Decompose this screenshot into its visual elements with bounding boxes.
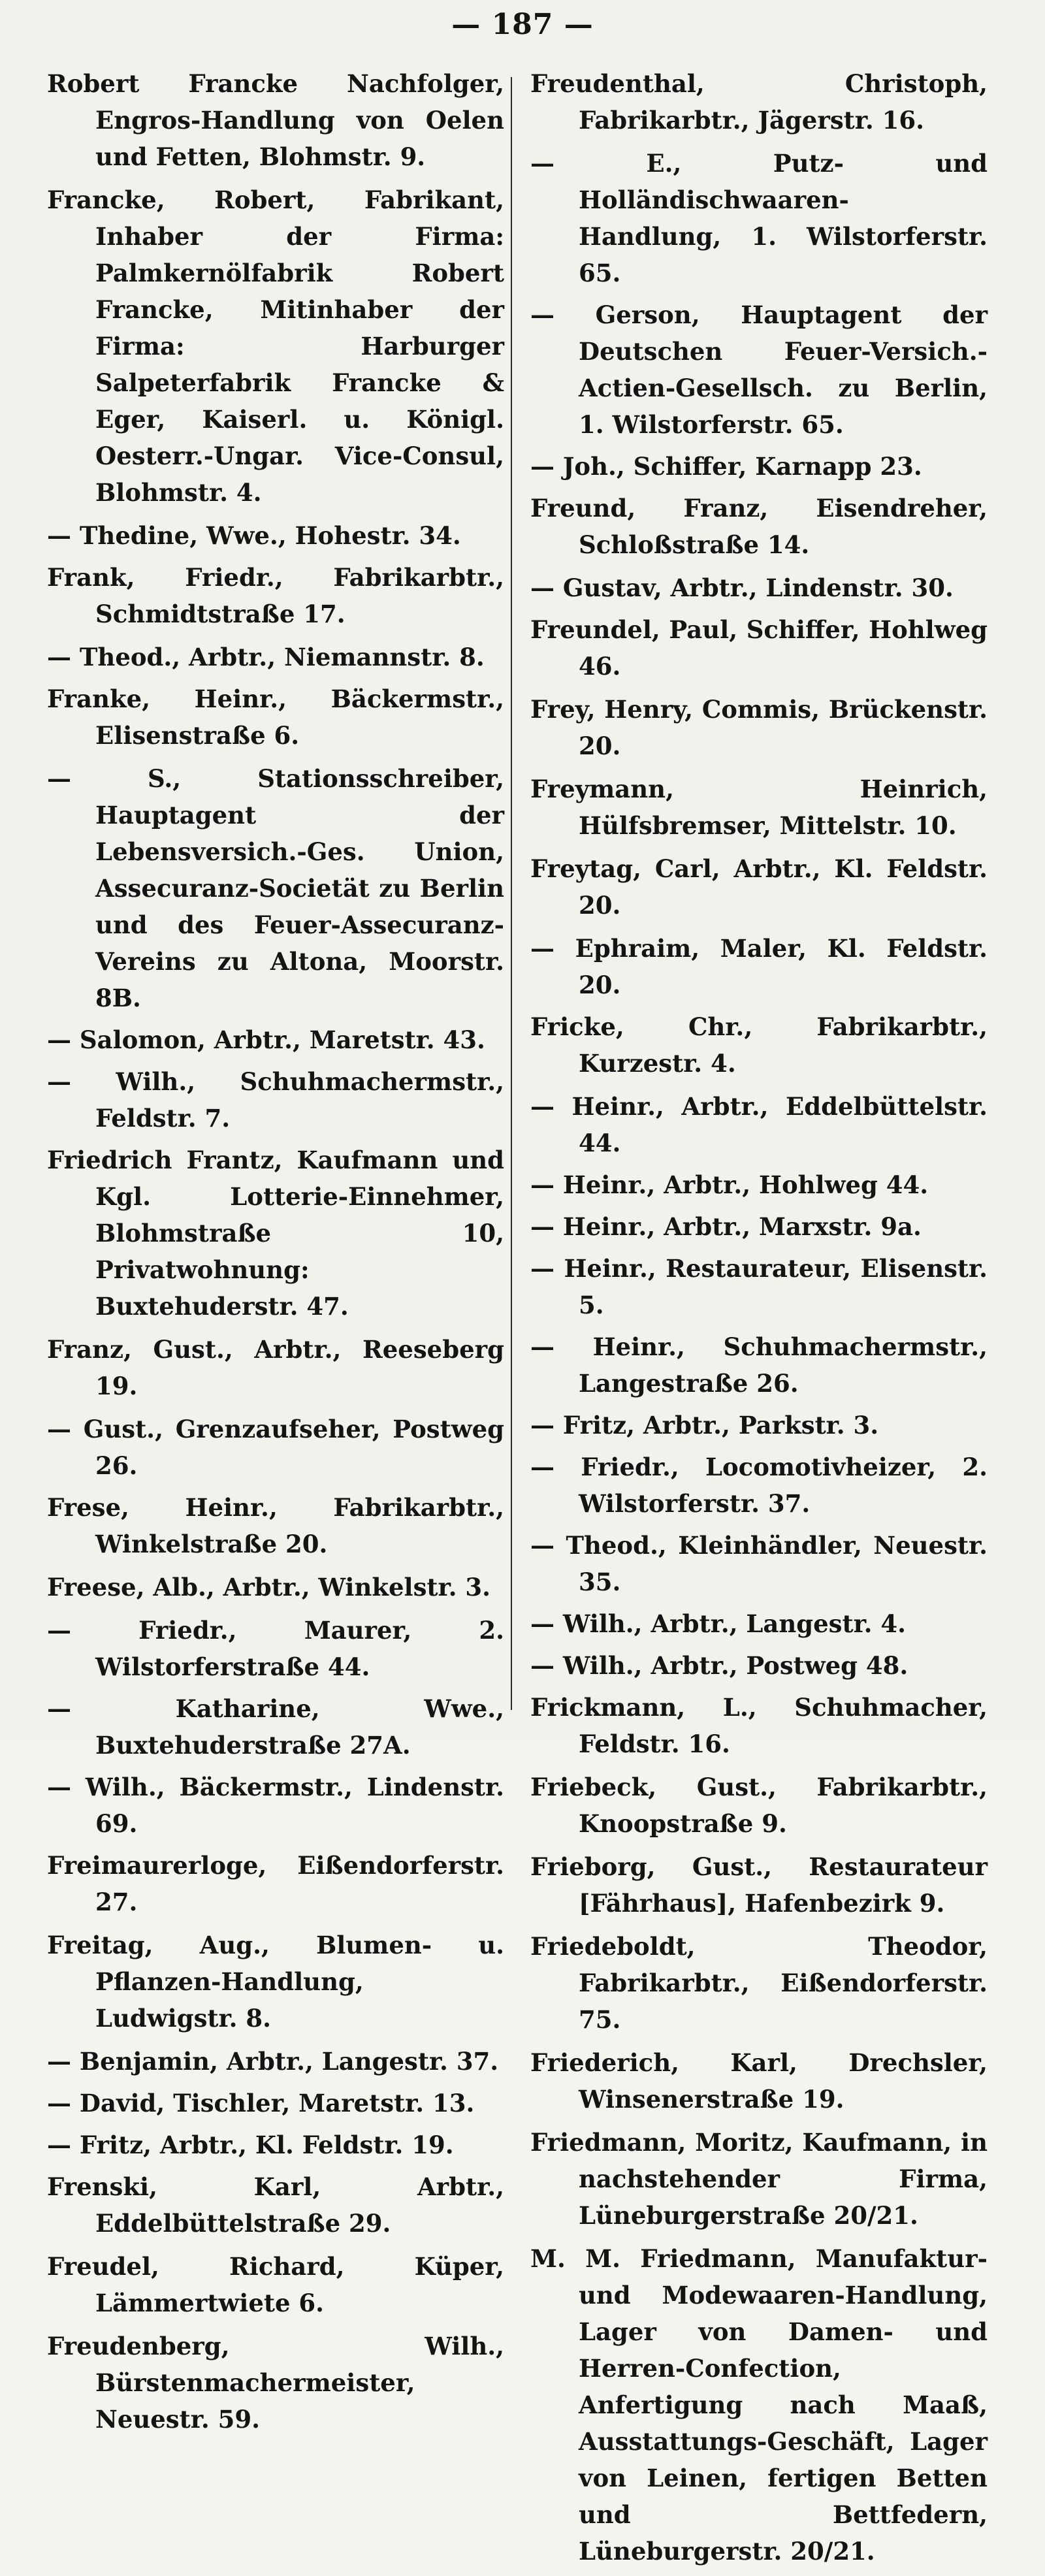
directory-entry: — Thedine, Wwe., Hohestr. 34. <box>47 521 461 550</box>
directory-entry: Franz, Gust., Arbtr., Reeseberg 19. <box>47 1335 504 1400</box>
directory-entry: Freundel, Paul, Schiffer, Hohlweg 46. <box>530 615 988 681</box>
directory-entry: Frenski, Karl, Arbtr., Eddelbüttelstraße 29. <box>47 2172 504 2238</box>
directory-entry: — Friedr., Maurer, 2. Wilstorferstraße 44. <box>47 1616 504 1681</box>
directory-entry: — S., Stationsschreiber, Hauptagent der Lebensversich.-Ges. Union, Assecuranz-Societät zu Berlin und des Feuer-Assecuranz-Vereins zu Altona, Moorstr. 8B. <box>47 764 504 1012</box>
directory-entry: Friedrich Frantz, Kaufmann und Kgl. Lotterie-Einnehmer, Blohmstraße 10, Privatwohnung: Buxtehuderstr. 47. <box>47 1146 504 1321</box>
directory-entry: — Ephraim, Maler, Kl. Feldstr. 20. <box>530 934 988 999</box>
directory-entry: Friederich, Karl, Drechsler, Winsenerstraße 19. <box>530 2048 988 2114</box>
directory-entry: — Friedr., Locomotivheizer, 2. Wilstorferstr. 37. <box>530 1453 988 1518</box>
directory-entry: — Fritz, Arbtr., Kl. Feldstr. 19. <box>47 2131 454 2159</box>
directory-entry: Friedmann, Moritz, Kaufmann, in nachstehender Firma, Lüneburgerstraße 20/21. <box>530 2128 988 2230</box>
directory-entry: — E., Putz- und Holländischwaaren-Handlung, 1. Wilstorferstr. 65. <box>530 149 988 287</box>
directory-entry: — Fritz, Arbtr., Parkstr. 3. <box>530 1411 879 1440</box>
directory-entry: Francke, Robert, Fabrikant, Inhaber der Firma: Palmkernölfabrik Robert Francke, Mitinhaber der Firma: Harburger Salpeterfabrik Francke & Eger, Kaiserl. u. Königl. Oesterr.-Ungar. Vice-Consul, Blohmstr. 4. <box>47 185 504 507</box>
directory-entry: — Salomon, Arbtr., Maretstr. 43. <box>47 1025 485 1054</box>
directory-entry: — Gustav, Arbtr., Lindenstr. 30. <box>530 573 954 602</box>
directory-entry: — Theod., Kleinhändler, Neuestr. 35. <box>530 1531 988 1596</box>
directory-entry: Freymann, Heinrich, Hülfsbremser, Mittelstr. 10. <box>530 775 988 840</box>
directory-entry: Freytag, Carl, Arbtr., Kl. Feldstr. 20. <box>530 854 988 920</box>
directory-entry: — Theod., Arbtr., Niemannstr. 8. <box>47 643 485 671</box>
directory-entry: — Heinr., Restaurateur, Elisenstr. 5. <box>530 1254 988 1319</box>
directory-entry: Freudenthal, Christoph, Fabrikarbtr., Jägerstr. 16. <box>530 69 988 135</box>
column-divider <box>511 77 512 1710</box>
directory-entry: Frieborg, Gust., Restaurateur [Fährhaus], Hafenbezirk 9. <box>530 1852 988 1918</box>
directory-entry: — Wilh., Schuhmachermstr., Feldstr. 7. <box>47 1067 504 1133</box>
directory-entry: — Joh., Schiffer, Karnapp 23. <box>530 452 922 481</box>
directory-entry: Fricke, Chr., Fabrikarbtr., Kurzestr. 4. <box>530 1012 988 1078</box>
directory-entry: — David, Tischler, Maretstr. 13. <box>47 2089 475 2117</box>
directory-entry: Freitag, Aug., Blumen- u. Pflanzen-Handlung, Ludwigstr. 8. <box>47 1931 504 2033</box>
directory-entry: — Wilh., Arbtr., Langestr. 4. <box>530 1609 907 1638</box>
directory-entry: — Gerson, Hauptagent der Deutschen Feuer-Versich.-Actien-Gesellsch. zu Berlin, 1. Wilstorferstr. 65. <box>530 300 988 439</box>
directory-entry: — Gust., Grenzaufseher, Postweg 26. <box>47 1415 504 1480</box>
page-number: — 187 — <box>451 8 594 41</box>
directory-entry: Frickmann, L., Schuhmacher, Feldstr. 16. <box>530 1693 988 1758</box>
directory-entry: — Heinr., Arbtr., Marxstr. 9a. <box>530 1212 922 1241</box>
right-column <box>530 65 988 2576</box>
directory-entry: Robert Francke Nachfolger, Engros-Handlung von Oelen und Fetten, Blohmstr. 9. <box>47 69 504 171</box>
directory-entry: Frese, Heinr., Fabrikarbtr., Winkelstraße 20. <box>47 1493 504 1558</box>
directory-entry: Franke, Heinr., Bäckermstr., Elisenstraße 6. <box>47 684 504 750</box>
directory-entry: Freese, Alb., Arbtr., Winkelstr. 3. <box>47 1573 491 1602</box>
directory-entry: Friebeck, Gust., Fabrikarbtr., Knoopstraße 9. <box>530 1773 988 1838</box>
directory-entry: Frank, Friedr., Fabrikarbtr., Schmidtstraße 17. <box>47 563 504 628</box>
directory-entry: Friedeboldt, Theodor, Fabrikarbtr., Eißendorferstr. 75. <box>530 1932 988 2034</box>
directory-entry: — Wilh., Arbtr., Postweg 48. <box>530 1651 908 1680</box>
directory-entry: — Katharine, Wwe., Buxtehuderstraße 27A. <box>47 1694 504 1760</box>
directory-entry: Freudenberg, Wilh., Bürstenmachermeister, Neuestr. 59. <box>47 2332 504 2434</box>
directory-entry: Freudel, Richard, Küper, Lämmertwiete 6. <box>47 2252 504 2317</box>
directory-entry: M. M. Friedmann, Manufaktur- und Modewaaren-Handlung, Lager von Damen- und Herren-Confection, Anfertigung nach Maaß, Ausstattungs-Geschäft, Lager von Leinen, fertigen Betten und Bettfedern, Lüneburgerstr. 20/21. <box>530 2244 988 2566</box>
directory-entry: — Heinr., Arbtr., Hohlweg 44. <box>530 1170 929 1199</box>
directory-entry: — Benjamin, Arbtr., Langestr. 37. <box>47 2047 499 2076</box>
directory-entry: — Wilh., Bäckermstr., Lindenstr. 69. <box>47 1773 504 1838</box>
directory-entry: Freimaurerloge, Eißendorferstr. 27. <box>47 1851 504 1916</box>
directory-entry: Frey, Henry, Commis, Brückenstr. 20. <box>530 695 988 760</box>
directory-entry: Freund, Franz, Eisendreher, Schloßstraße 14. <box>530 494 988 559</box>
directory-entry: — Heinr., Arbtr., Eddelbüttelstr. 44. <box>530 1092 988 1157</box>
left-column <box>47 65 504 2444</box>
directory-entry: — Heinr., Schuhmachermstr., Langestraße 26. <box>530 1332 988 1398</box>
